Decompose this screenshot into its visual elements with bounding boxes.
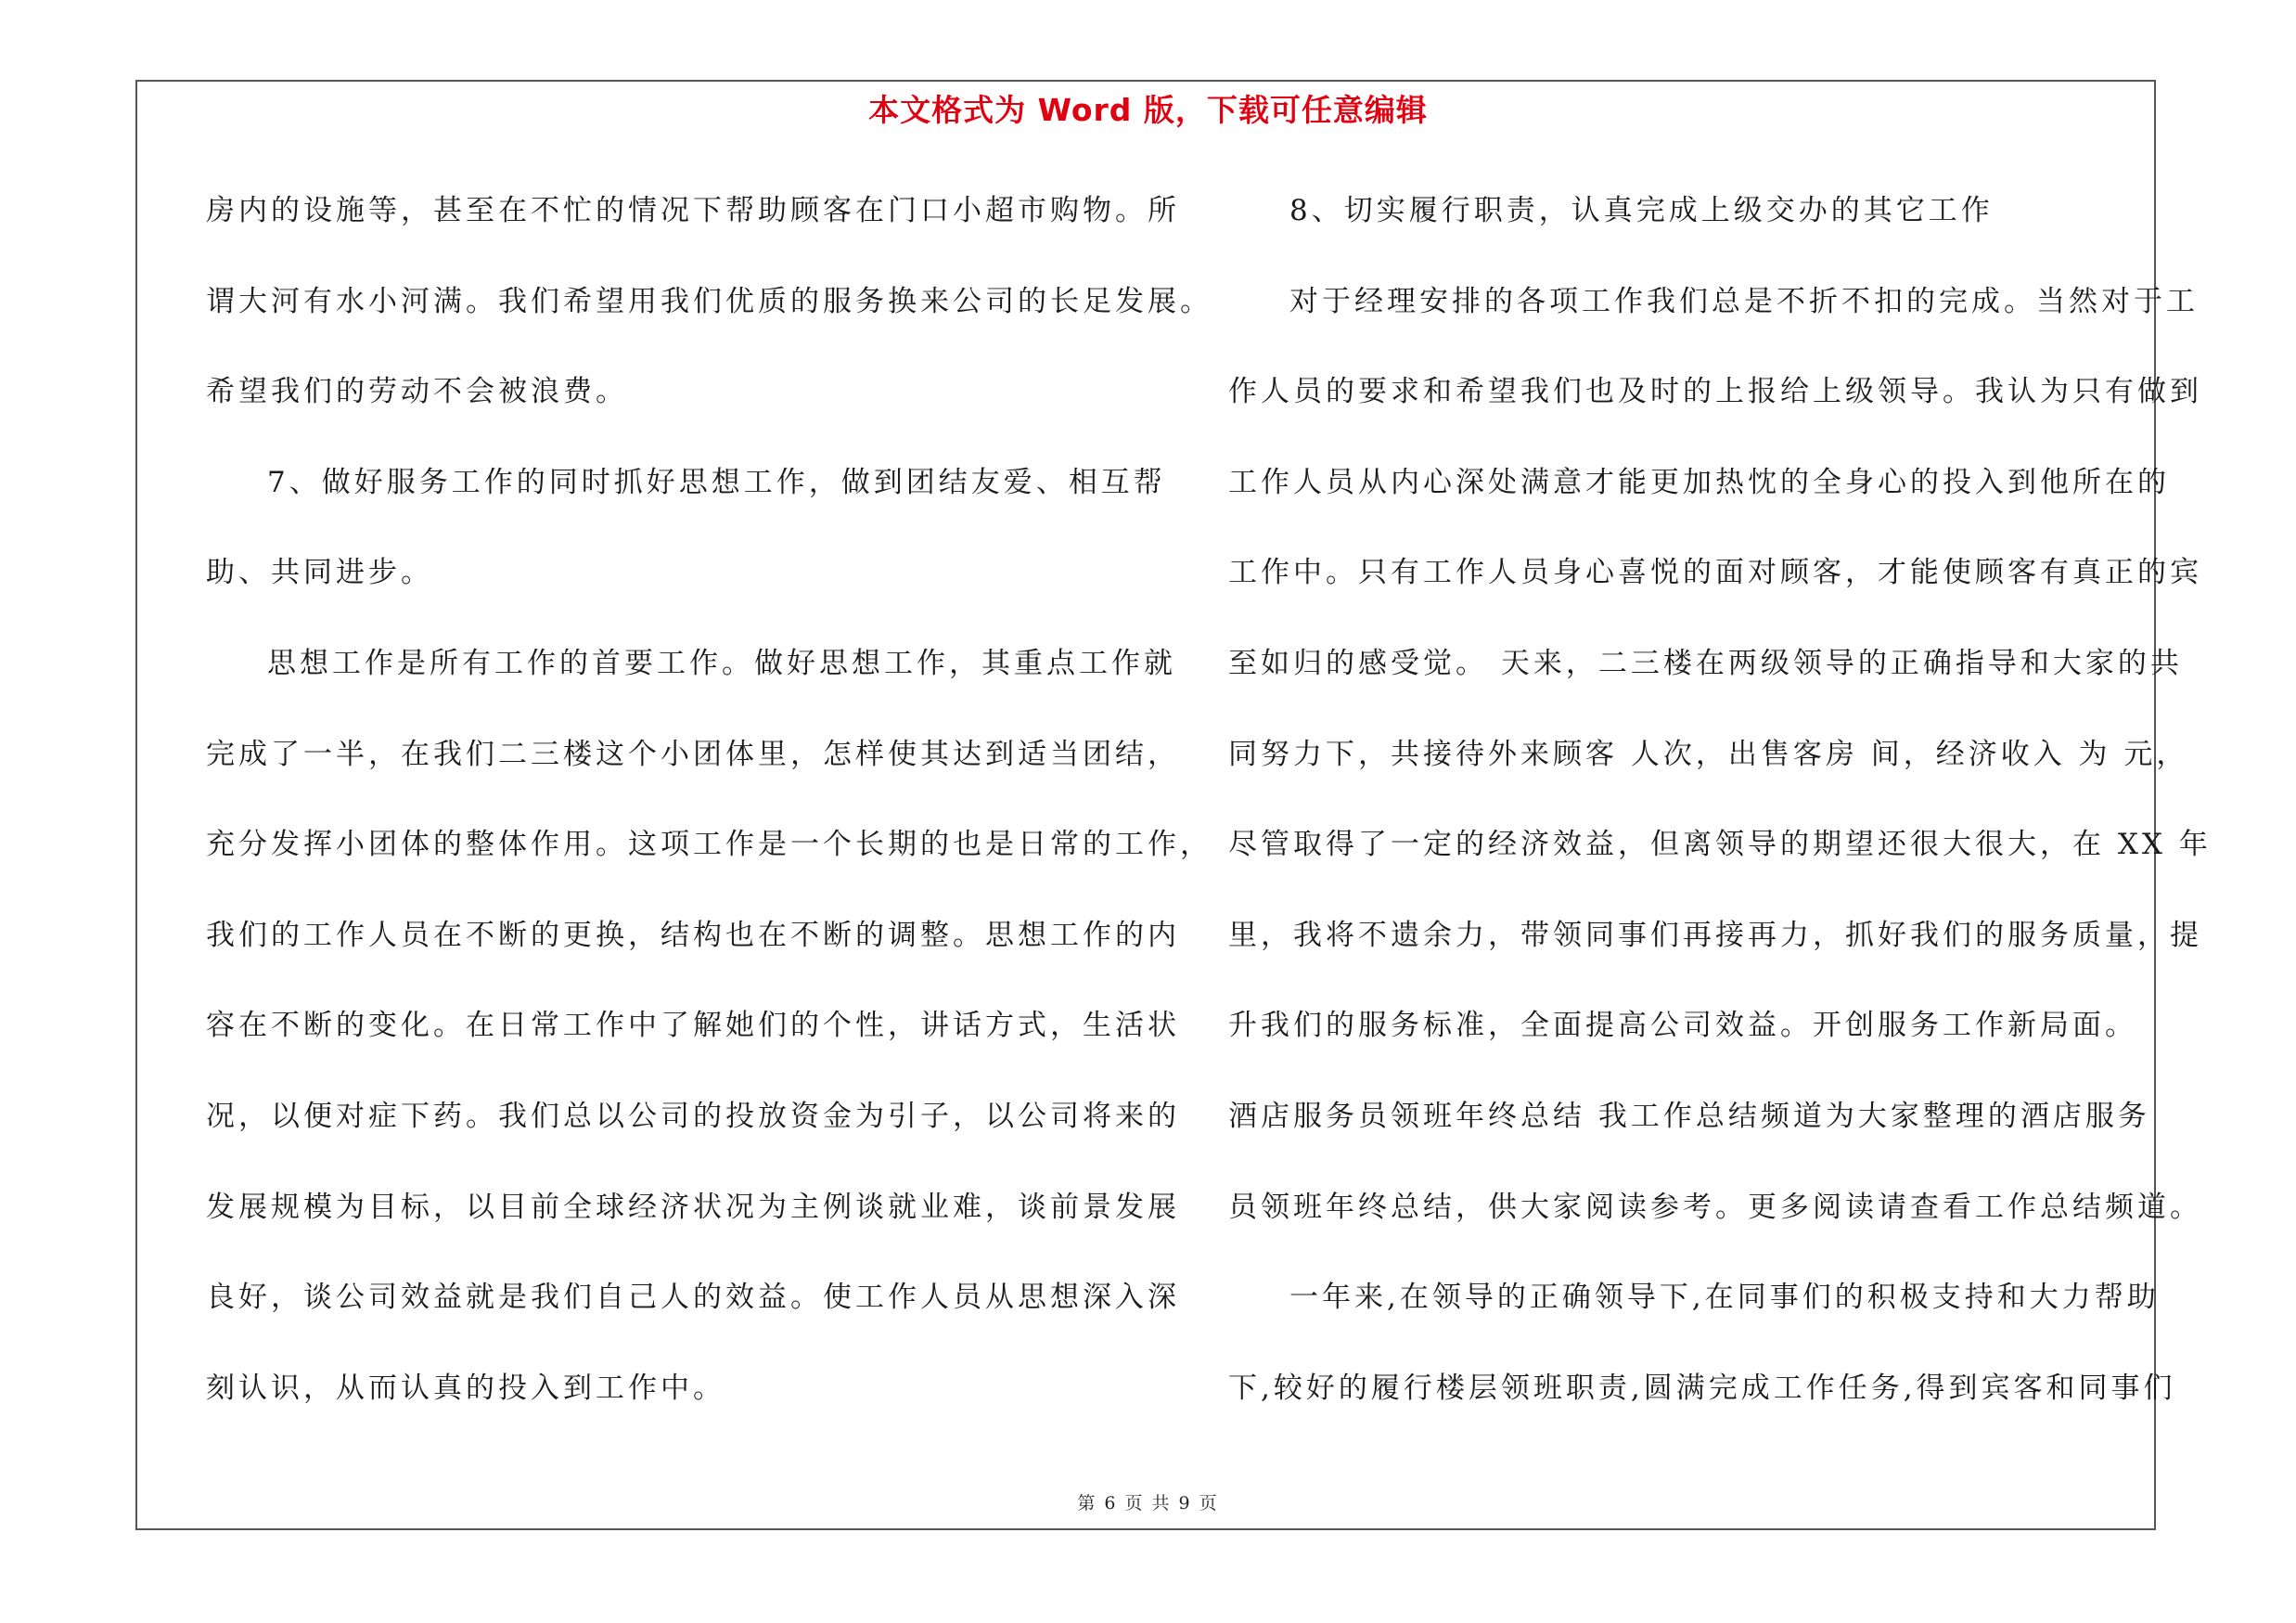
- text-line: 刻认识，从而认真的投入到工作中。: [206, 1371, 725, 1405]
- text-line: 工作中。只有工作人员身心喜悦的面对顾客，才能使顾客有真正的宾: [1228, 556, 2202, 590]
- text-line: 酒店服务员领班年终总结 我工作总结频道为大家整理的酒店服务: [1228, 1099, 2150, 1133]
- text-line: 谓大河有水小河满。我们希望用我们优质的服务换来公司的长足发展。: [206, 284, 1212, 318]
- text-line: 8、切实履行职责，认真完成上级交办的其它工作: [1289, 194, 1994, 227]
- text-line: 助、共同进步。: [206, 556, 433, 590]
- text-line: 希望我们的劳动不会被浪费。: [206, 375, 628, 409]
- text-line: 良好，谈公司效益就是我们自己人的效益。使工作人员从思想深入深: [206, 1281, 1180, 1315]
- text-line: 同努力下，共接待外来顾客 人次，出售客房 间，经济收入 为 元，: [1228, 737, 2189, 771]
- right-text-column: [1228, 178, 2212, 1446]
- page-number-footer: 第 6 页 共 9 页: [1077, 1493, 1219, 1514]
- text-line: 尽管取得了一定的经济效益，但离领导的期望还很大很大，在 XX 年: [1228, 828, 2212, 862]
- text-line: 里，我将不遗余力，带领同事们再接再力，抓好我们的服务质量，提: [1228, 918, 2202, 952]
- text-line: 完成了一半，在我们二三楼这个小团体里，怎样使其达到适当团结，: [206, 737, 1180, 771]
- left-text-column: [206, 178, 1212, 1446]
- text-line: 我们的工作人员在不断的更换，结构也在不断的调整。思想工作的内: [206, 918, 1180, 952]
- text-line: 升我们的服务标准，全面提高公司效益。开创服务工作新局面。: [1228, 1009, 2137, 1043]
- text-line: 作人员的要求和希望我们也及时的上报给上级领导。我认为只有做到: [1228, 375, 2202, 409]
- text-line: 房内的设施等，甚至在不忙的情况下帮助顾客在门口小超市购物。所: [206, 194, 1180, 227]
- text-line: 7、做好服务工作的同时抓好思想工作，做到团结友爱、相互帮: [267, 465, 1166, 499]
- text-line: 思想工作是所有工作的首要工作。做好思想工作，其重点工作就: [267, 646, 1176, 680]
- text-line: 对于经理安排的各项工作我们总是不折不扣的完成。当然对于工: [1289, 284, 2199, 318]
- text-line: 员领班年终总结，供大家阅读参考。更多阅读请查看工作总结频道。: [1228, 1190, 2202, 1224]
- text-line: 下,较好的履行楼层领班职责,圆满完成工作任务,得到宾客和同事们: [1228, 1371, 2176, 1405]
- text-line: 充分发挥小团体的整体作用。这项工作是一个长期的也是日常的工作，: [206, 828, 1212, 862]
- text-line: 容在不断的变化。在日常工作中了解她们的个性，讲话方式，生活状: [206, 1009, 1180, 1043]
- text-line: 工作人员从内心深处满意才能更加热忱的全身心的投入到他所在的: [1228, 465, 2170, 499]
- format-notice-banner: 本文格式为 Word 版，下载可任意编辑: [868, 92, 1428, 128]
- text-line: 发展规模为目标，以目前全球经济状况为主例谈就业难，谈前景发展: [206, 1190, 1180, 1224]
- text-line: 况，以便对症下药。我们总以公司的投放资金为引子，以公司将来的: [206, 1099, 1180, 1133]
- text-line: 一年来,在领导的正确领导下,在同事们的积极支持和大力帮助: [1289, 1281, 2160, 1315]
- text-line: 至如归的感受觉。 天来，二三楼在两级领导的正确指导和大家的共: [1228, 646, 2183, 680]
